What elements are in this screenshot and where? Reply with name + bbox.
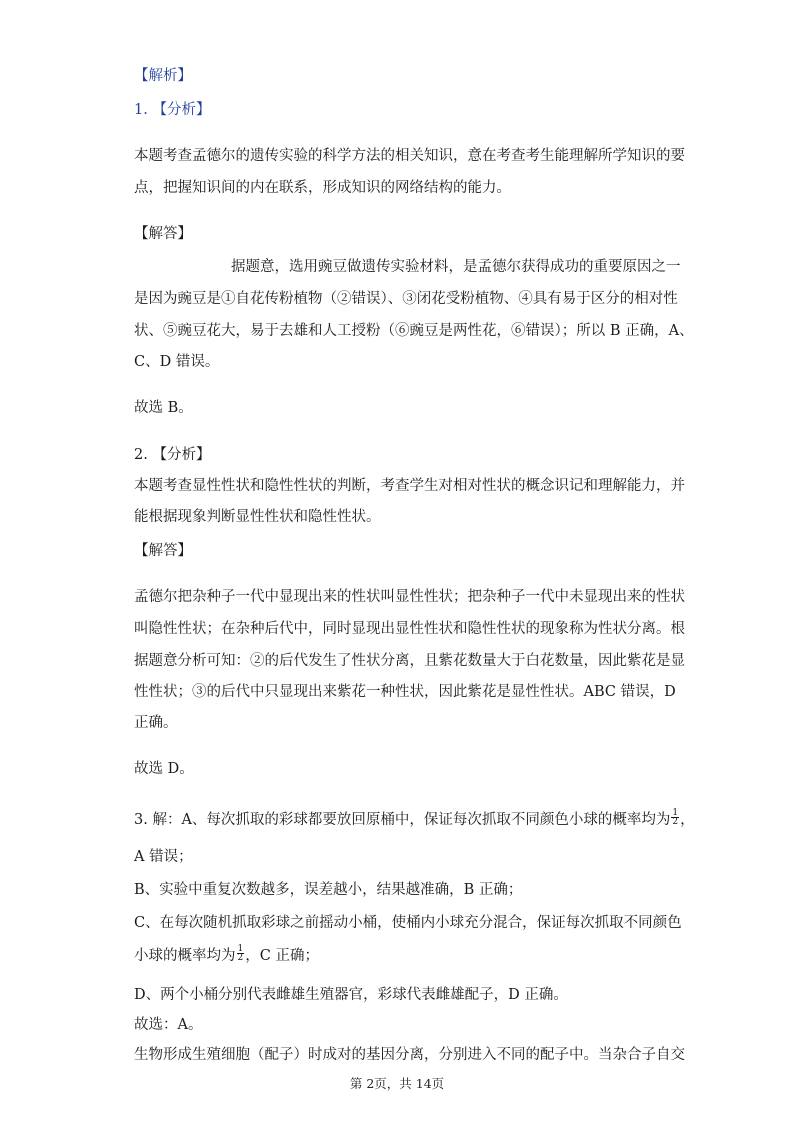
q3-line-3: B、实验中重复次数越多，误差越小，结果越准确，B 正确； [134,882,523,898]
fraction-one-half-2: $\frac{1}{2}$ [237,943,244,963]
q3-line-6: D、两个小桶分别代表雌雄生殖器官，彩球代表雌雄配子，D 正确。 [134,987,568,1003]
q1-analysis-line-2: 点，把握知识间的内在联系，形成知识的网络结构的能力。 [134,180,511,196]
fraction-one-half: $\frac{1}{2}$ [672,807,679,827]
q1-analysis-line-1: 本题考查孟德尔的遗传实验的科学方法的相关知识，意在考查考生能理解所学知识的要 [134,148,685,164]
q2-answer-label: 【解答】 [134,543,192,559]
q1-answer-line-1: 据题意，选用豌豆做遗传实验材料，是孟德尔获得成功的重要原因之一 [231,259,681,275]
q1-answer-line-2: 是因为豌豆是①自花传粉植物（②错误）、③闭花受粉植物、④具有易于区分的相对性 [134,291,678,307]
q2-answer-line-4: 性性状；③的后代中只显现出来紫花一种性状，因此紫花是显性性状。ABC 错误，D [134,684,676,700]
q2-choice: 故选 D。 [134,761,194,777]
q1-answer-label: 【解答】 [134,226,192,242]
page-footer: 第 2页，共 14页 [349,1076,445,1091]
q3-line-1 [134,807,695,830]
q2-answer-line-3: 据题意分析可知：②的后代发生了性状分离，且紫花数量大于白花数量，因此紫花是显 [134,653,685,669]
q3-line-2: A 错误； [134,849,193,865]
q1-answer-line-3: 状、⑤豌豆花大，易于去雄和人工授粉（⑥豌豆是两性花，⑥错误）；所以 B 正确，A、 [134,323,694,339]
solution-heading: 【解析】 [134,68,192,84]
q3-choice: 故选：A。 [134,1017,203,1033]
q2-analysis-line-1: 本题考查显性性状和隐性性状的判断，考查学生对相对性状的概念识记和理解能力，并 [134,478,685,494]
q3-line-1-text: 3. 解：A、每次抓取的彩球都要放回原桶中，保证每次抓取不同颜色小球的概率均为 [134,812,671,828]
q2-analysis-title: 2. 【分析】 [134,447,211,463]
q3-line-8: 生物形成生殖细胞（配子）时成对的基因分离，分别进入不同的配子中。当杂合子自交 [134,1047,685,1063]
q1-analysis-title: 1. 【分析】 [134,102,211,118]
q2-answer-line-2: 叫隐性性状；在杂种后代中，同时显现出显性性状和隐性性状的现象称为性状分离。根 [134,621,685,637]
q2-analysis-line-2: 能根据现象判断显性性状和隐性性状。 [134,509,381,525]
q2-answer-line-5: 正确。 [134,715,178,731]
q3-line-4: C、在每次随机抓取彩球之前摇动小桶，使桶内小球充分混合，保证每次抓取不同颜色 [134,915,682,931]
q3-line-1-suffix: ， [680,812,695,828]
q1-choice: 故选 B。 [134,400,193,416]
q3-line-5 [134,943,319,966]
q1-answer-line-4: C、D 错误。 [134,354,220,370]
q2-answer-line-1: 孟德尔把杂种子一代中显现出来的性状叫显性性状；把杂种子一代中未显现出来的性状 [134,589,685,605]
q3-line-5-suffix: ，C 正确； [245,948,319,964]
q3-line-5-text: 小球的概率均为 [134,948,236,964]
